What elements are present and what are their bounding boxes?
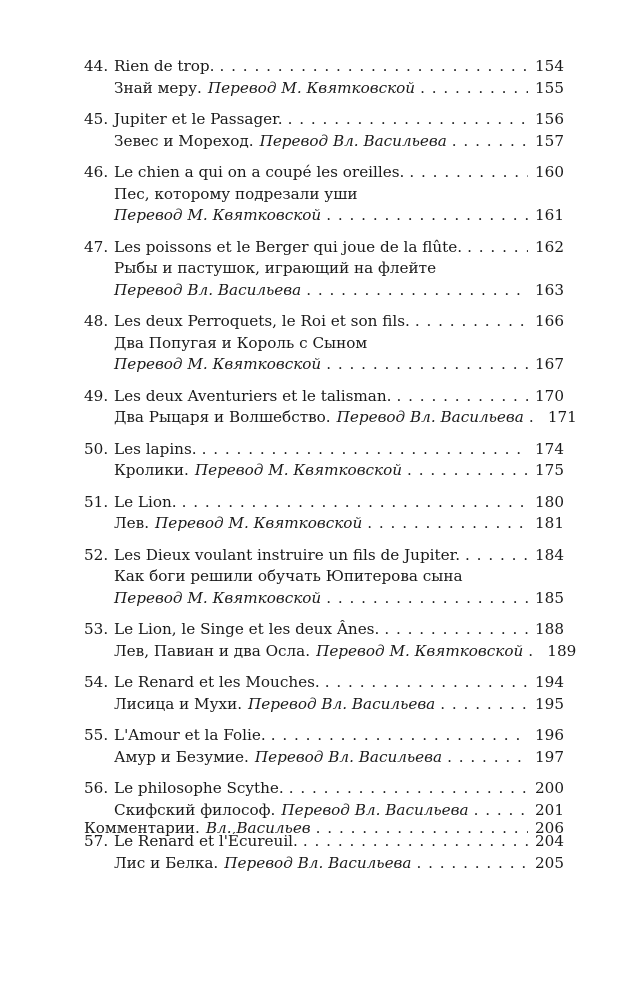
entry-line xyxy=(114,205,564,227)
entry-line xyxy=(114,460,564,482)
entry-page-number: 171 xyxy=(547,408,577,426)
entry-line xyxy=(114,725,564,747)
dot-leader xyxy=(384,619,528,641)
entry-translator: Перевод М. Квятковской xyxy=(316,641,524,660)
entry-translator: Перевод М. Квятковской xyxy=(207,78,416,97)
dot-leader xyxy=(325,672,528,694)
commentary-page: 206 xyxy=(535,819,564,837)
entry-title: Пес, которому подрезали уши xyxy=(114,184,358,203)
entry-page-number: 197 xyxy=(535,747,564,766)
entry-translator: Перевод Вл. Васильева xyxy=(248,694,436,713)
entry-line xyxy=(114,566,564,588)
dot-leader xyxy=(326,588,528,610)
entry-title: Рыбы и пастушок, играющий на флейте xyxy=(114,259,437,277)
entry-title: Les deux Aventuriers et le talisman. xyxy=(114,386,392,405)
entry-line xyxy=(114,672,564,694)
entry-line xyxy=(114,386,564,408)
entry-line xyxy=(114,778,564,800)
dot-leader xyxy=(416,853,528,875)
entry-page-number: 166 xyxy=(535,312,564,330)
entry-title: Les poissons et le Berger qui joue de la flûte. xyxy=(114,237,463,256)
entry-page-number: 194 xyxy=(535,673,564,691)
toc-entry xyxy=(84,725,564,768)
entry-translator: Перевод Вл. Васильева xyxy=(254,747,443,766)
entry-page-number: 161 xyxy=(535,206,564,224)
entry-page-number: 163 xyxy=(535,280,564,299)
dot-leader xyxy=(447,747,528,769)
entry-page-number: 167 xyxy=(535,355,564,373)
toc-entry xyxy=(84,162,564,227)
dot-leader xyxy=(409,162,528,184)
entry-title: Rien de trop. xyxy=(114,57,215,75)
entry-line xyxy=(114,78,564,100)
dot-leader xyxy=(316,818,528,840)
entry-title: Лис и Белка. xyxy=(114,853,219,872)
entry-translator: Перевод Вл. Васильева xyxy=(114,280,302,299)
dot-leader xyxy=(440,694,528,716)
entry-line xyxy=(114,545,564,567)
entry-title: Зевес и Мореход. xyxy=(114,131,254,150)
dot-leader xyxy=(452,131,528,153)
entry-page-number: 174 xyxy=(535,439,564,458)
entry-line xyxy=(114,439,564,461)
entry-translator: Перевод М. Квятковской xyxy=(155,514,363,532)
dot-leader xyxy=(529,407,541,429)
entry-page-number: 175 xyxy=(535,461,564,479)
entry-page-number: 189 xyxy=(547,641,577,660)
toc-entry xyxy=(84,545,564,610)
toc-entry xyxy=(84,109,564,152)
commentary-entry xyxy=(84,818,564,840)
dot-leader xyxy=(306,280,528,302)
entry-line xyxy=(114,131,564,153)
commentary-author: Вл. Васильев xyxy=(205,819,311,837)
entry-number: 45. xyxy=(84,110,109,128)
entry-page-number: 201 xyxy=(535,800,564,819)
entry-title: Лисица и Мухи. xyxy=(114,694,243,713)
entry-number: 54. xyxy=(84,673,109,691)
entry-title: Два Попугая и Король с Сыном xyxy=(114,333,368,352)
entry-title: Jupiter et le Passager. xyxy=(114,110,283,128)
entry-line xyxy=(114,747,564,769)
entry-line xyxy=(114,694,564,716)
toc-entry xyxy=(84,619,577,662)
entry-line xyxy=(114,162,564,184)
dot-leader xyxy=(326,354,528,376)
entry-page-number: 157 xyxy=(535,131,564,150)
dot-leader xyxy=(415,311,528,333)
entry-title: Лев. xyxy=(114,514,150,532)
entry-title: Как боги решили обучать Юпитерова сына xyxy=(114,567,463,585)
entry-line xyxy=(114,311,564,333)
entry-page-number: 200 xyxy=(535,779,564,797)
entry-translator: Перевод М. Квятковской xyxy=(194,461,403,479)
entry-number: 50. xyxy=(84,439,109,458)
dot-leader xyxy=(288,109,528,131)
entry-line xyxy=(114,280,564,302)
entry-page-number: 204 xyxy=(535,832,564,850)
dot-leader xyxy=(467,237,528,259)
entry-title: Le philosophe Scythe. xyxy=(114,779,284,797)
entry-translator: Перевод Вл. Васильева xyxy=(224,853,412,872)
entry-title: Le Renard et l'Écureuil. xyxy=(114,832,298,850)
toc-entry xyxy=(84,672,564,715)
entry-number: 51. xyxy=(84,492,109,511)
entry-page-number: 181 xyxy=(535,514,564,532)
toc-entry xyxy=(84,237,564,302)
dot-leader xyxy=(202,439,528,461)
table-of-contents xyxy=(84,56,577,884)
entry-number: 52. xyxy=(84,545,109,564)
entry-title: Le Lion, le Singe et les deux Ânes. xyxy=(114,620,380,638)
entry-line xyxy=(114,492,564,514)
toc-entry xyxy=(84,778,564,821)
commentary-title: Комментарии. xyxy=(84,819,200,837)
entry-title: Les lapins. xyxy=(114,439,197,458)
dot-leader xyxy=(407,460,528,482)
entry-title: Знай меру. xyxy=(114,78,202,97)
entry-number: 56. xyxy=(84,779,109,797)
entry-page-number: 180 xyxy=(535,492,564,511)
entry-page-number: 160 xyxy=(535,163,564,181)
entry-line xyxy=(114,641,577,663)
toc-entry xyxy=(84,492,564,535)
dot-leader xyxy=(182,492,528,514)
entry-line xyxy=(114,513,564,535)
entry-page-number: 195 xyxy=(535,694,564,713)
entry-page-number: 196 xyxy=(535,726,564,744)
dot-leader xyxy=(528,641,540,663)
entry-number: 48. xyxy=(84,312,109,330)
dot-leader xyxy=(367,513,528,535)
entry-page-number: 205 xyxy=(535,853,564,872)
entry-title: Le chien a qui on a coupé les oreilles. xyxy=(114,163,405,181)
entry-number: 55. xyxy=(84,726,109,744)
entry-translator: Перевод Вл. Васильева xyxy=(281,800,469,819)
entry-number: 53. xyxy=(84,620,109,638)
toc-entry xyxy=(84,56,564,99)
entry-title: Кролики. xyxy=(114,461,189,479)
dot-leader xyxy=(420,78,528,100)
dot-leader xyxy=(289,778,528,800)
entry-page-number: 185 xyxy=(535,588,564,607)
entry-title: Лев, Павиан и два Осла. xyxy=(114,641,311,660)
entry-translator: Перевод Вл. Васильева xyxy=(259,131,447,150)
entry-line xyxy=(114,258,564,280)
dot-leader xyxy=(396,386,528,408)
entry-page-number: 155 xyxy=(535,78,564,97)
entry-line xyxy=(114,619,564,641)
entry-line xyxy=(114,109,564,131)
entry-page-number: 154 xyxy=(535,57,564,75)
entry-number: 47. xyxy=(84,237,109,256)
entry-page-number: 188 xyxy=(535,620,564,638)
entry-number: 46. xyxy=(84,163,109,181)
entry-page-number: 170 xyxy=(535,386,564,405)
entry-translator: Перевод М. Квятковской xyxy=(114,355,322,373)
entry-line xyxy=(114,588,564,610)
entry-number: 49. xyxy=(84,386,109,405)
dot-leader xyxy=(465,545,528,567)
entry-page-number: 184 xyxy=(535,545,564,564)
entry-number: 57. xyxy=(84,832,109,850)
entry-title: Амур и Безумие. xyxy=(114,747,249,766)
toc-entry xyxy=(84,386,577,429)
entry-title: Le Lion. xyxy=(114,492,177,511)
dot-leader xyxy=(271,725,528,747)
dot-leader xyxy=(219,56,528,78)
entry-title: Les Dieux voulant instruire un fils de Jupiter. xyxy=(114,545,461,564)
entry-title: L'Amour et la Folie. xyxy=(114,726,266,744)
entry-translator: Перевод М. Квятковской xyxy=(114,588,322,607)
toc-entry xyxy=(84,311,564,376)
commentary-line xyxy=(84,818,564,840)
entry-number: 44. xyxy=(84,57,109,75)
entry-line xyxy=(114,853,564,875)
toc-entry xyxy=(84,439,564,482)
entry-line xyxy=(114,407,577,429)
entry-line xyxy=(114,184,564,206)
entry-page-number: 156 xyxy=(535,110,564,128)
entry-line xyxy=(114,333,564,355)
entry-translator: Перевод Вл. Васильева xyxy=(336,408,524,426)
entry-line xyxy=(114,56,564,78)
entry-title: Les deux Perroquets, le Roi et son fils. xyxy=(114,312,410,330)
entry-title: Le Renard et les Mouches. xyxy=(114,673,320,691)
entry-translator: Перевод М. Квятковской xyxy=(114,206,322,224)
dot-leader xyxy=(326,205,528,227)
entry-line xyxy=(114,354,564,376)
entry-line xyxy=(114,237,564,259)
entry-title: Скифский философ. xyxy=(114,800,276,819)
entry-title: Два Рыцаря и Волшебство. xyxy=(114,408,331,426)
entry-page-number: 162 xyxy=(535,237,564,256)
